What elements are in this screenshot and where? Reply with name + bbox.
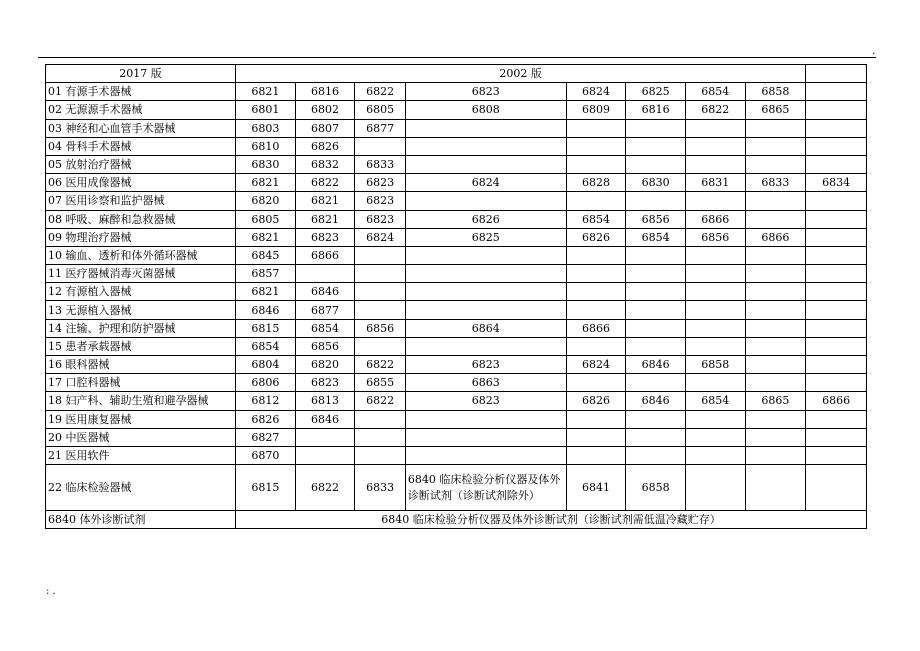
table-row bbox=[46, 301, 867, 319]
code-cell: 6846 bbox=[295, 410, 355, 428]
code-cell bbox=[685, 446, 745, 464]
code-cell: 6826 bbox=[405, 210, 566, 228]
code-cell: 6823 bbox=[355, 192, 406, 210]
table-row bbox=[46, 155, 867, 173]
code-cell: 6857 bbox=[236, 265, 296, 283]
category-name: 22 临床检验器械 bbox=[46, 465, 236, 511]
code-cell: 6821 bbox=[236, 228, 296, 246]
table-row bbox=[46, 192, 867, 210]
code-cell bbox=[806, 137, 867, 155]
code-cell: 6866 bbox=[295, 246, 355, 264]
code-cell bbox=[745, 319, 806, 337]
code-cell: 6809 bbox=[566, 101, 626, 119]
table-header-row bbox=[46, 65, 867, 83]
code-cell bbox=[685, 137, 745, 155]
code-cell bbox=[806, 337, 867, 355]
code-cell: 6808 bbox=[405, 101, 566, 119]
code-cell bbox=[806, 319, 867, 337]
code-cell: 6877 bbox=[355, 119, 406, 137]
code-cell bbox=[405, 410, 566, 428]
code-cell bbox=[745, 192, 806, 210]
header-blank-cell bbox=[806, 65, 867, 83]
code-cell: 6821 bbox=[295, 210, 355, 228]
code-cell bbox=[745, 246, 806, 264]
code-cell: 6866 bbox=[806, 392, 867, 410]
code-cell: 6854 bbox=[685, 392, 745, 410]
code-cell bbox=[685, 192, 745, 210]
code-cell: 6855 bbox=[355, 374, 406, 392]
code-cell bbox=[806, 428, 867, 446]
code-cell: 6823 bbox=[405, 356, 566, 374]
category-name: 01 有源手术器械 bbox=[46, 83, 236, 101]
category-name: 16 眼科器械 bbox=[46, 356, 236, 374]
code-cell bbox=[566, 265, 626, 283]
code-cell bbox=[405, 301, 566, 319]
code-cell: 6823 bbox=[295, 228, 355, 246]
code-cell: 6858 bbox=[745, 83, 806, 101]
code-cell bbox=[806, 101, 867, 119]
code-cell bbox=[685, 337, 745, 355]
code-cell bbox=[685, 119, 745, 137]
code-cell bbox=[626, 192, 686, 210]
code-cell: 6822 bbox=[295, 174, 355, 192]
code-cell: 6854 bbox=[685, 83, 745, 101]
code-cell bbox=[745, 410, 806, 428]
code-cell bbox=[626, 446, 686, 464]
code-cell bbox=[626, 283, 686, 301]
table-row bbox=[46, 511, 867, 529]
footer-mark: : . bbox=[46, 586, 56, 597]
code-cell: 6856 bbox=[626, 210, 686, 228]
category-name: 21 医用软件 bbox=[46, 446, 236, 464]
code-cell bbox=[806, 192, 867, 210]
code-cell bbox=[806, 301, 867, 319]
code-cell: 6821 bbox=[236, 283, 296, 301]
code-cell bbox=[405, 283, 566, 301]
code-cell: 6822 bbox=[355, 83, 406, 101]
category-name: 08 呼吸、麻醉和急救器械 bbox=[46, 210, 236, 228]
category-name: 02 无源源手术器械 bbox=[46, 101, 236, 119]
code-cell: 6807 bbox=[295, 119, 355, 137]
code-cell bbox=[295, 265, 355, 283]
code-cell: 6863 bbox=[405, 374, 566, 392]
code-cell: 6846 bbox=[295, 283, 355, 301]
code-cell: 6813 bbox=[295, 392, 355, 410]
catalog-mapping-table bbox=[45, 64, 867, 529]
category-name: 11 医疗器械消毒灭菌器械 bbox=[46, 265, 236, 283]
code-cell bbox=[566, 446, 626, 464]
code-cell: 6854 bbox=[566, 210, 626, 228]
code-cell: 6815 bbox=[236, 465, 296, 511]
table-row bbox=[46, 283, 867, 301]
category-name: 20 中医器械 bbox=[46, 428, 236, 446]
table-row bbox=[46, 228, 867, 246]
code-cell: 6823 bbox=[405, 83, 566, 101]
code-cell bbox=[626, 301, 686, 319]
code-cell bbox=[626, 428, 686, 446]
code-cell bbox=[806, 155, 867, 173]
category-name: 07 医用诊察和监护器械 bbox=[46, 192, 236, 210]
code-cell: 6815 bbox=[236, 319, 296, 337]
code-cell: 6821 bbox=[236, 83, 296, 101]
code-cell bbox=[626, 246, 686, 264]
category-name: 15 患者承载器械 bbox=[46, 337, 236, 355]
code-cell bbox=[745, 337, 806, 355]
table-row bbox=[46, 119, 867, 137]
code-cell: 6823 bbox=[295, 374, 355, 392]
table-row bbox=[46, 428, 867, 446]
code-cell bbox=[685, 155, 745, 173]
code-cell: 6822 bbox=[355, 392, 406, 410]
code-cell bbox=[355, 337, 406, 355]
category-name: 05 放射治疗器械 bbox=[46, 155, 236, 173]
code-cell bbox=[745, 301, 806, 319]
code-cell bbox=[626, 155, 686, 173]
code-cell bbox=[685, 410, 745, 428]
code-cell: 6822 bbox=[295, 465, 355, 511]
code-cell: 6846 bbox=[626, 356, 686, 374]
code-cell bbox=[566, 137, 626, 155]
code-cell bbox=[355, 137, 406, 155]
code-cell: 6833 bbox=[355, 155, 406, 173]
code-cell: 6823 bbox=[405, 392, 566, 410]
header-2017: 2017 版 bbox=[46, 65, 236, 83]
category-name: 09 物理治疗器械 bbox=[46, 228, 236, 246]
code-cell bbox=[566, 155, 626, 173]
code-cell bbox=[806, 374, 867, 392]
code-cell bbox=[626, 137, 686, 155]
code-cell bbox=[566, 246, 626, 264]
table-row bbox=[46, 137, 867, 155]
code-cell bbox=[405, 265, 566, 283]
code-cell bbox=[355, 428, 406, 446]
code-cell bbox=[566, 283, 626, 301]
code-cell: 6832 bbox=[295, 155, 355, 173]
code-cell bbox=[566, 119, 626, 137]
code-cell bbox=[626, 119, 686, 137]
table-row bbox=[46, 83, 867, 101]
code-cell bbox=[806, 83, 867, 101]
code-cell: 6806 bbox=[236, 374, 296, 392]
code-cell: 6826 bbox=[236, 410, 296, 428]
code-cell bbox=[745, 465, 806, 511]
code-cell bbox=[405, 119, 566, 137]
code-cell: 6833 bbox=[745, 174, 806, 192]
code-cell: 6823 bbox=[355, 210, 406, 228]
table-row bbox=[46, 337, 867, 355]
code-cell bbox=[405, 446, 566, 464]
table-row bbox=[46, 174, 867, 192]
code-cell: 6802 bbox=[295, 101, 355, 119]
code-cell: 6870 bbox=[236, 446, 296, 464]
table-row bbox=[46, 246, 867, 264]
code-cell: 6810 bbox=[236, 137, 296, 155]
code-cell bbox=[745, 155, 806, 173]
code-cell: 6830 bbox=[236, 155, 296, 173]
code-cell bbox=[566, 192, 626, 210]
code-cell bbox=[355, 301, 406, 319]
code-cell bbox=[685, 283, 745, 301]
code-cell: 6825 bbox=[405, 228, 566, 246]
table-row bbox=[46, 392, 867, 410]
code-cell: 6865 bbox=[745, 101, 806, 119]
corner-mark: . bbox=[872, 44, 876, 57]
code-cell: 6821 bbox=[236, 174, 296, 192]
code-cell: 6812 bbox=[236, 392, 296, 410]
code-cell: 6828 bbox=[566, 174, 626, 192]
table-row bbox=[46, 101, 867, 119]
code-cell: 6854 bbox=[236, 337, 296, 355]
header-rule bbox=[38, 57, 876, 58]
table-row bbox=[46, 319, 867, 337]
category-name: 19 医用康复器械 bbox=[46, 410, 236, 428]
code-cell: 6865 bbox=[745, 392, 806, 410]
code-cell bbox=[405, 337, 566, 355]
code-cell bbox=[626, 337, 686, 355]
code-cell bbox=[745, 446, 806, 464]
code-cell bbox=[806, 210, 867, 228]
code-cell bbox=[626, 410, 686, 428]
code-cell: 6826 bbox=[566, 392, 626, 410]
category-name: 6840 体外诊断试剂 bbox=[46, 511, 236, 529]
code-cell: 6816 bbox=[626, 101, 686, 119]
code-cell bbox=[745, 119, 806, 137]
code-cell bbox=[806, 246, 867, 264]
code-cell: 6803 bbox=[236, 119, 296, 137]
code-cell bbox=[405, 246, 566, 264]
code-cell bbox=[566, 301, 626, 319]
code-cell bbox=[745, 428, 806, 446]
code-cell bbox=[355, 265, 406, 283]
code-cell: 6823 bbox=[355, 174, 406, 192]
code-cell: 6856 bbox=[355, 319, 406, 337]
code-cell bbox=[295, 428, 355, 446]
code-cell: 6831 bbox=[685, 174, 745, 192]
code-cell: 6824 bbox=[566, 356, 626, 374]
code-cell bbox=[685, 428, 745, 446]
table-row bbox=[46, 410, 867, 428]
code-cell: 6866 bbox=[685, 210, 745, 228]
code-cell: 6816 bbox=[295, 83, 355, 101]
code-cell: 6845 bbox=[236, 246, 296, 264]
code-cell: 6820 bbox=[295, 356, 355, 374]
code-cell bbox=[566, 410, 626, 428]
code-cell: 6805 bbox=[355, 101, 406, 119]
code-cell: 6856 bbox=[685, 228, 745, 246]
category-name: 17 口腔科器械 bbox=[46, 374, 236, 392]
code-cell: 6833 bbox=[355, 465, 406, 511]
code-cell bbox=[626, 374, 686, 392]
code-cell: 6824 bbox=[405, 174, 566, 192]
code-cell: 6826 bbox=[566, 228, 626, 246]
code-cell bbox=[745, 356, 806, 374]
code-cell bbox=[806, 410, 867, 428]
code-cell bbox=[405, 428, 566, 446]
code-cell: 6820 bbox=[236, 192, 296, 210]
code-cell bbox=[355, 446, 406, 464]
code-cell: 6825 bbox=[626, 83, 686, 101]
header-2002: 2002 版 bbox=[236, 65, 806, 83]
code-cell bbox=[566, 428, 626, 446]
code-cell bbox=[685, 374, 745, 392]
code-cell bbox=[566, 337, 626, 355]
code-cell: 6830 bbox=[626, 174, 686, 192]
category-name: 06 医用成像器械 bbox=[46, 174, 236, 192]
category-name: 03 神经和心血管手术器械 bbox=[46, 119, 236, 137]
code-cell bbox=[745, 374, 806, 392]
category-name: 18 妇产科、辅助生殖和避孕器械 bbox=[46, 392, 236, 410]
code-cell: 6821 bbox=[295, 192, 355, 210]
code-cell bbox=[295, 446, 355, 464]
code-cell: 6822 bbox=[685, 101, 745, 119]
code-cell bbox=[626, 265, 686, 283]
code-cell: 6827 bbox=[236, 428, 296, 446]
code-cell bbox=[685, 246, 745, 264]
code-cell: 6826 bbox=[295, 137, 355, 155]
table-row bbox=[46, 356, 867, 374]
code-cell bbox=[685, 319, 745, 337]
category-name: 04 骨科手术器械 bbox=[46, 137, 236, 155]
code-cell: 6801 bbox=[236, 101, 296, 119]
code-cell: 6840 临床检验分析仪器及体外诊断试剂（诊断试剂除外） bbox=[405, 465, 566, 511]
code-cell bbox=[355, 246, 406, 264]
category-name: 14 注输、护理和防护器械 bbox=[46, 319, 236, 337]
code-cell bbox=[806, 228, 867, 246]
table-row bbox=[46, 465, 867, 511]
code-cell bbox=[806, 356, 867, 374]
code-cell: 6858 bbox=[626, 465, 686, 511]
code-cell bbox=[745, 283, 806, 301]
code-cell: 6866 bbox=[745, 228, 806, 246]
code-cell: 6805 bbox=[236, 210, 296, 228]
category-name: 13 无源植入器械 bbox=[46, 301, 236, 319]
code-cell bbox=[405, 155, 566, 173]
category-name: 10 输血、透析和体外循环器械 bbox=[46, 246, 236, 264]
code-cell: 6854 bbox=[295, 319, 355, 337]
code-cell: 6854 bbox=[626, 228, 686, 246]
code-cell bbox=[626, 319, 686, 337]
table-row bbox=[46, 210, 867, 228]
code-cell: 6824 bbox=[355, 228, 406, 246]
code-cell: 6866 bbox=[566, 319, 626, 337]
code-cell bbox=[806, 265, 867, 283]
code-cell bbox=[745, 210, 806, 228]
category-name: 12 有源植入器械 bbox=[46, 283, 236, 301]
code-cell bbox=[685, 265, 745, 283]
code-cell bbox=[745, 137, 806, 155]
code-cell bbox=[405, 192, 566, 210]
code-cell bbox=[806, 465, 867, 511]
table-row bbox=[46, 446, 867, 464]
code-cell: 6834 bbox=[806, 174, 867, 192]
code-cell bbox=[806, 283, 867, 301]
code-cell: 6824 bbox=[566, 83, 626, 101]
code-cell bbox=[685, 465, 745, 511]
code-cell bbox=[685, 301, 745, 319]
code-cell: 6864 bbox=[405, 319, 566, 337]
code-cell bbox=[566, 374, 626, 392]
table-row bbox=[46, 265, 867, 283]
code-cell: 6877 bbox=[295, 301, 355, 319]
table-row bbox=[46, 374, 867, 392]
merged-description-cell: 6840 临床检验分析仪器及体外诊断试剂（诊断试剂需低温冷藏贮存） bbox=[236, 511, 867, 529]
code-cell: 6822 bbox=[355, 356, 406, 374]
code-cell bbox=[405, 137, 566, 155]
code-cell bbox=[745, 265, 806, 283]
code-cell: 6841 bbox=[566, 465, 626, 511]
code-cell: 6858 bbox=[685, 356, 745, 374]
code-cell: 6846 bbox=[236, 301, 296, 319]
code-cell bbox=[806, 446, 867, 464]
code-cell: 6804 bbox=[236, 356, 296, 374]
code-cell: 6856 bbox=[295, 337, 355, 355]
code-cell bbox=[806, 119, 867, 137]
code-cell: 6846 bbox=[626, 392, 686, 410]
code-cell bbox=[355, 410, 406, 428]
code-cell bbox=[355, 283, 406, 301]
